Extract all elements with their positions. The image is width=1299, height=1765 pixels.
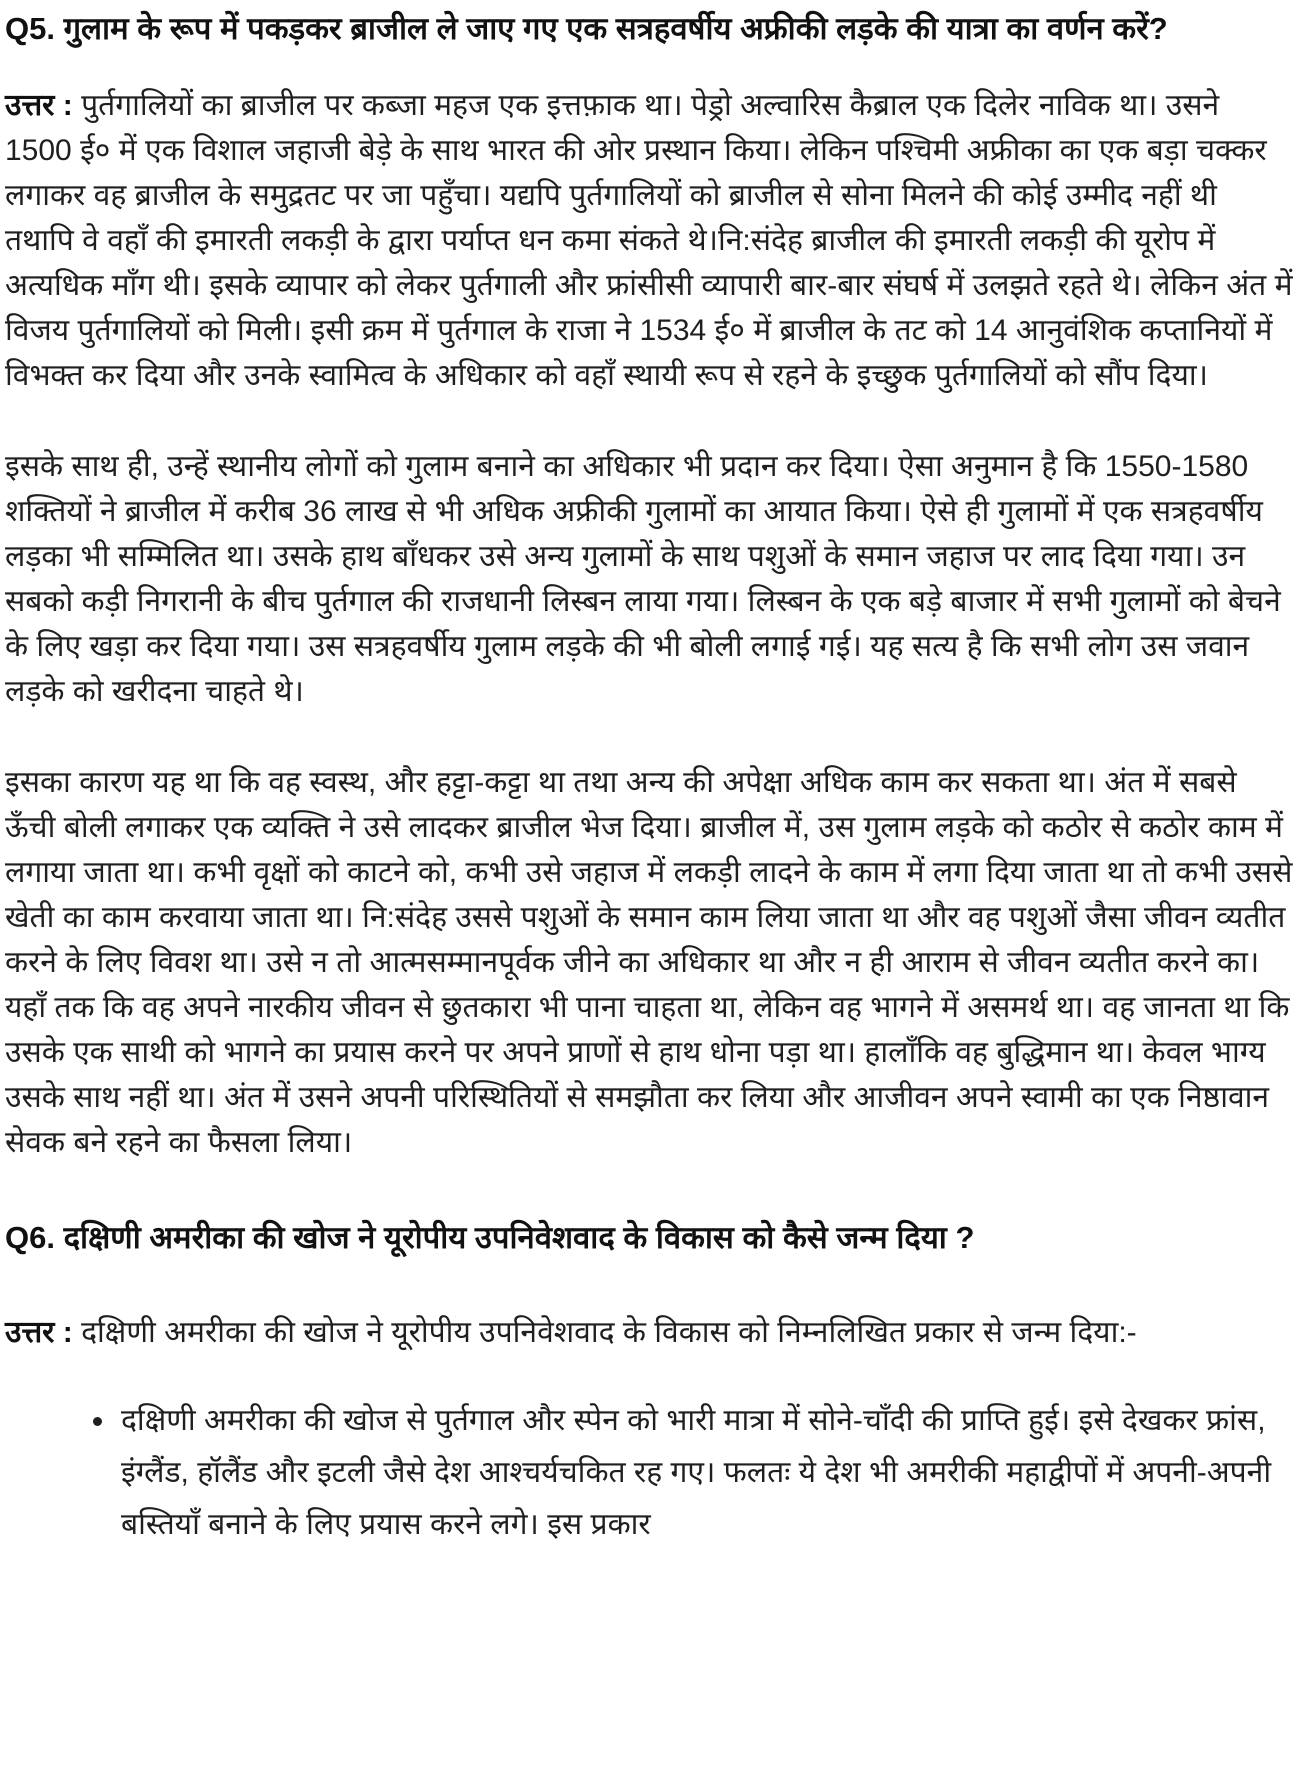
bullet-item: • दक्षिणी अमरीका की खोज से पुर्तगाल और स्पेन को भारी मात्रा में सोने-चाँदी की प्राप्ति हुई। इसे देखकर फ्रांस, इंग्लैंड, हॉलैंड और इटली जैसे देश आश्चर्यचकित रह गए। फलतः ये देश भी अमरीकी महाद्वीपों में अपनी-अपनी बस्तियाँ बनाने के लिए प्रयास करने लगे। इस प्रकार <box>117 1395 1293 1551</box>
q5-answer-paragraph-1-text: पुर्तगालियों का ब्राजील पर कब्जा महज एक इत्तफ़ाक था। पेड्रो अल्वारिस कैब्राल एक दिलेर नाविक था। उसने 1500 ई० में एक विशाल जहाजी बेड़े के साथ भारत की ओर प्रस्थान किया। लेकिन पश्चिमी अफ्रीका का एक बड़ा चक्कर लगाकर वह ब्राजील के समुद्रतट पर जा पहुँचा। यद्यपि पुर्तगालियों को ब्राजील से सोना मिलने की कोई उम्मीद नहीं थी तथापि वे वहाँ की इमारती लकड़ी के द्वारा पर्याप्त धन कमा संकते थे।नि:संदेह ब्राजील की इमारती लकड़ी की यूरोप में अत्यधिक माँग थी। इसके व्यापार को लेकर पुर्तगाली और फ्रांसीसी व्यापारी बार-बार संघर्ष में उलझते रहते थे। लेकिन अंत में विजय पुर्तगालियों को मिली। इसी क्रम में पुर्तगाल के राजा ने 1534 ई० में ब्राजील के तट को 14 आनुवंशिक कप्तानियों में विभक्त कर दिया और उनके स्वामित्व के अधिकार को वहाँ स्थायी रूप से रहने के इच्छुक पुर्तगालियों को सौंप दिया। <box>5 89 1293 392</box>
q5-answer-label: उत्तर : <box>5 89 73 122</box>
q5-answer-paragraph-1 <box>5 83 1293 398</box>
q6-answer-label: उत्तर : <box>5 1316 73 1349</box>
question-5-heading: Q5. गुलाम के रूप में पकड़कर ब्राजील ले जाए गए एक सत्रहवर्षीय अफ्रीकी लड़के की यात्रा का वर्णन करें? <box>5 11 1168 46</box>
q6-answer-intro-text: दक्षिणी अमरीका की खोज ने यूरोपीय उपनिवेशवाद के विकास को निम्नलिखित प्रकार से जन्म दिया:- <box>81 1316 1137 1349</box>
q5-answer-paragraph-2: इसके साथ ही, उन्हें स्थानीय लोगों को गुलाम बनाने का अधिकार भी प्रदान कर दिया। ऐसा अनुमान है कि 1550-1580 शक्तियों ने ब्राजील में करीब 36 लाख से भी अधिक अफ्रीकी गुलामों का आयात किया। ऐसे ही गुलामों में एक सत्रहवर्षीय लड़का भी सम्मिलित था। उसके हाथ बाँधकर उसे अन्य गुलामों के साथ पशुओं के समान जहाज पर लाद दिया गया। उन सबको कड़ी निगरानी के बीच पुर्तगाल की राजधानी लिस्बन लाया गया। लिस्बन के एक बड़े बाजार में सभी गुलामों को बेचने के लिए खड़ा कर दिया गया। उस सत्रहवर्षीय गुलाम लड़के की भी बोली लगाई गई। यह सत्य है कि सभी लोग उस जवान लड़के को खरीदना चाहते थे। <box>5 450 1281 708</box>
q5-answer-paragraph-3: इसका कारण यह था कि वह स्वस्थ, और हट्टा-कट्टा था तथा अन्य की अपेक्षा अधिक काम कर सकता था। अंत में सबसे ऊँची बोली लगाकर एक व्यक्ति ने उसे लादकर ब्राजील भेज दिया। ब्राजील में, उस गुलाम लड़के को कठोर से कठोर काम में लगाया जाता था। कभी वृक्षों को काटने को, कभी उसे जहाज में लकड़ी लादने के काम में लगा दिया जाता था तो कभी उससे खेती का काम करवाया जाता था। नि:संदेह उससे पशुओं के समान काम लिया जाता था और वह पशुओं जैसा जीवन व्यतीत करने के लिए विवश था। उसे न तो आत्मसम्मानपूर्वक जीने का अधिकार था और न ही आराम से जीवन व्यतीत करने का। यहाँ तक कि वह अपने नारकीय जीवन से छुतकारा भी पाना चाहता था, लेकिन वह भागने में असमर्थ था। वह जानता था कि उसके एक साथी को भागने का प्रयास करने पर अपने प्राणों से हाथ धोना पड़ा था। हालाँकि वह बुद्धिमान था। केवल भाग्य उसके साथ नहीं था। अंत में उसने अपनी परिस्थितियों से समझौता कर लिया और आजीवन अपने स्वामी का एक निष्ठावान सेवक बने रहने का फैसला लिया। <box>5 766 1293 1159</box>
bullet-list <box>5 1395 1293 1551</box>
q6-answer-intro <box>5 1310 1293 1355</box>
question-6-heading: Q6. दक्षिणी अमरीका की खोज ने यूरोपीय उपनिवेशवाद के विकास को कैसे जन्म दिया ? <box>5 1220 975 1255</box>
